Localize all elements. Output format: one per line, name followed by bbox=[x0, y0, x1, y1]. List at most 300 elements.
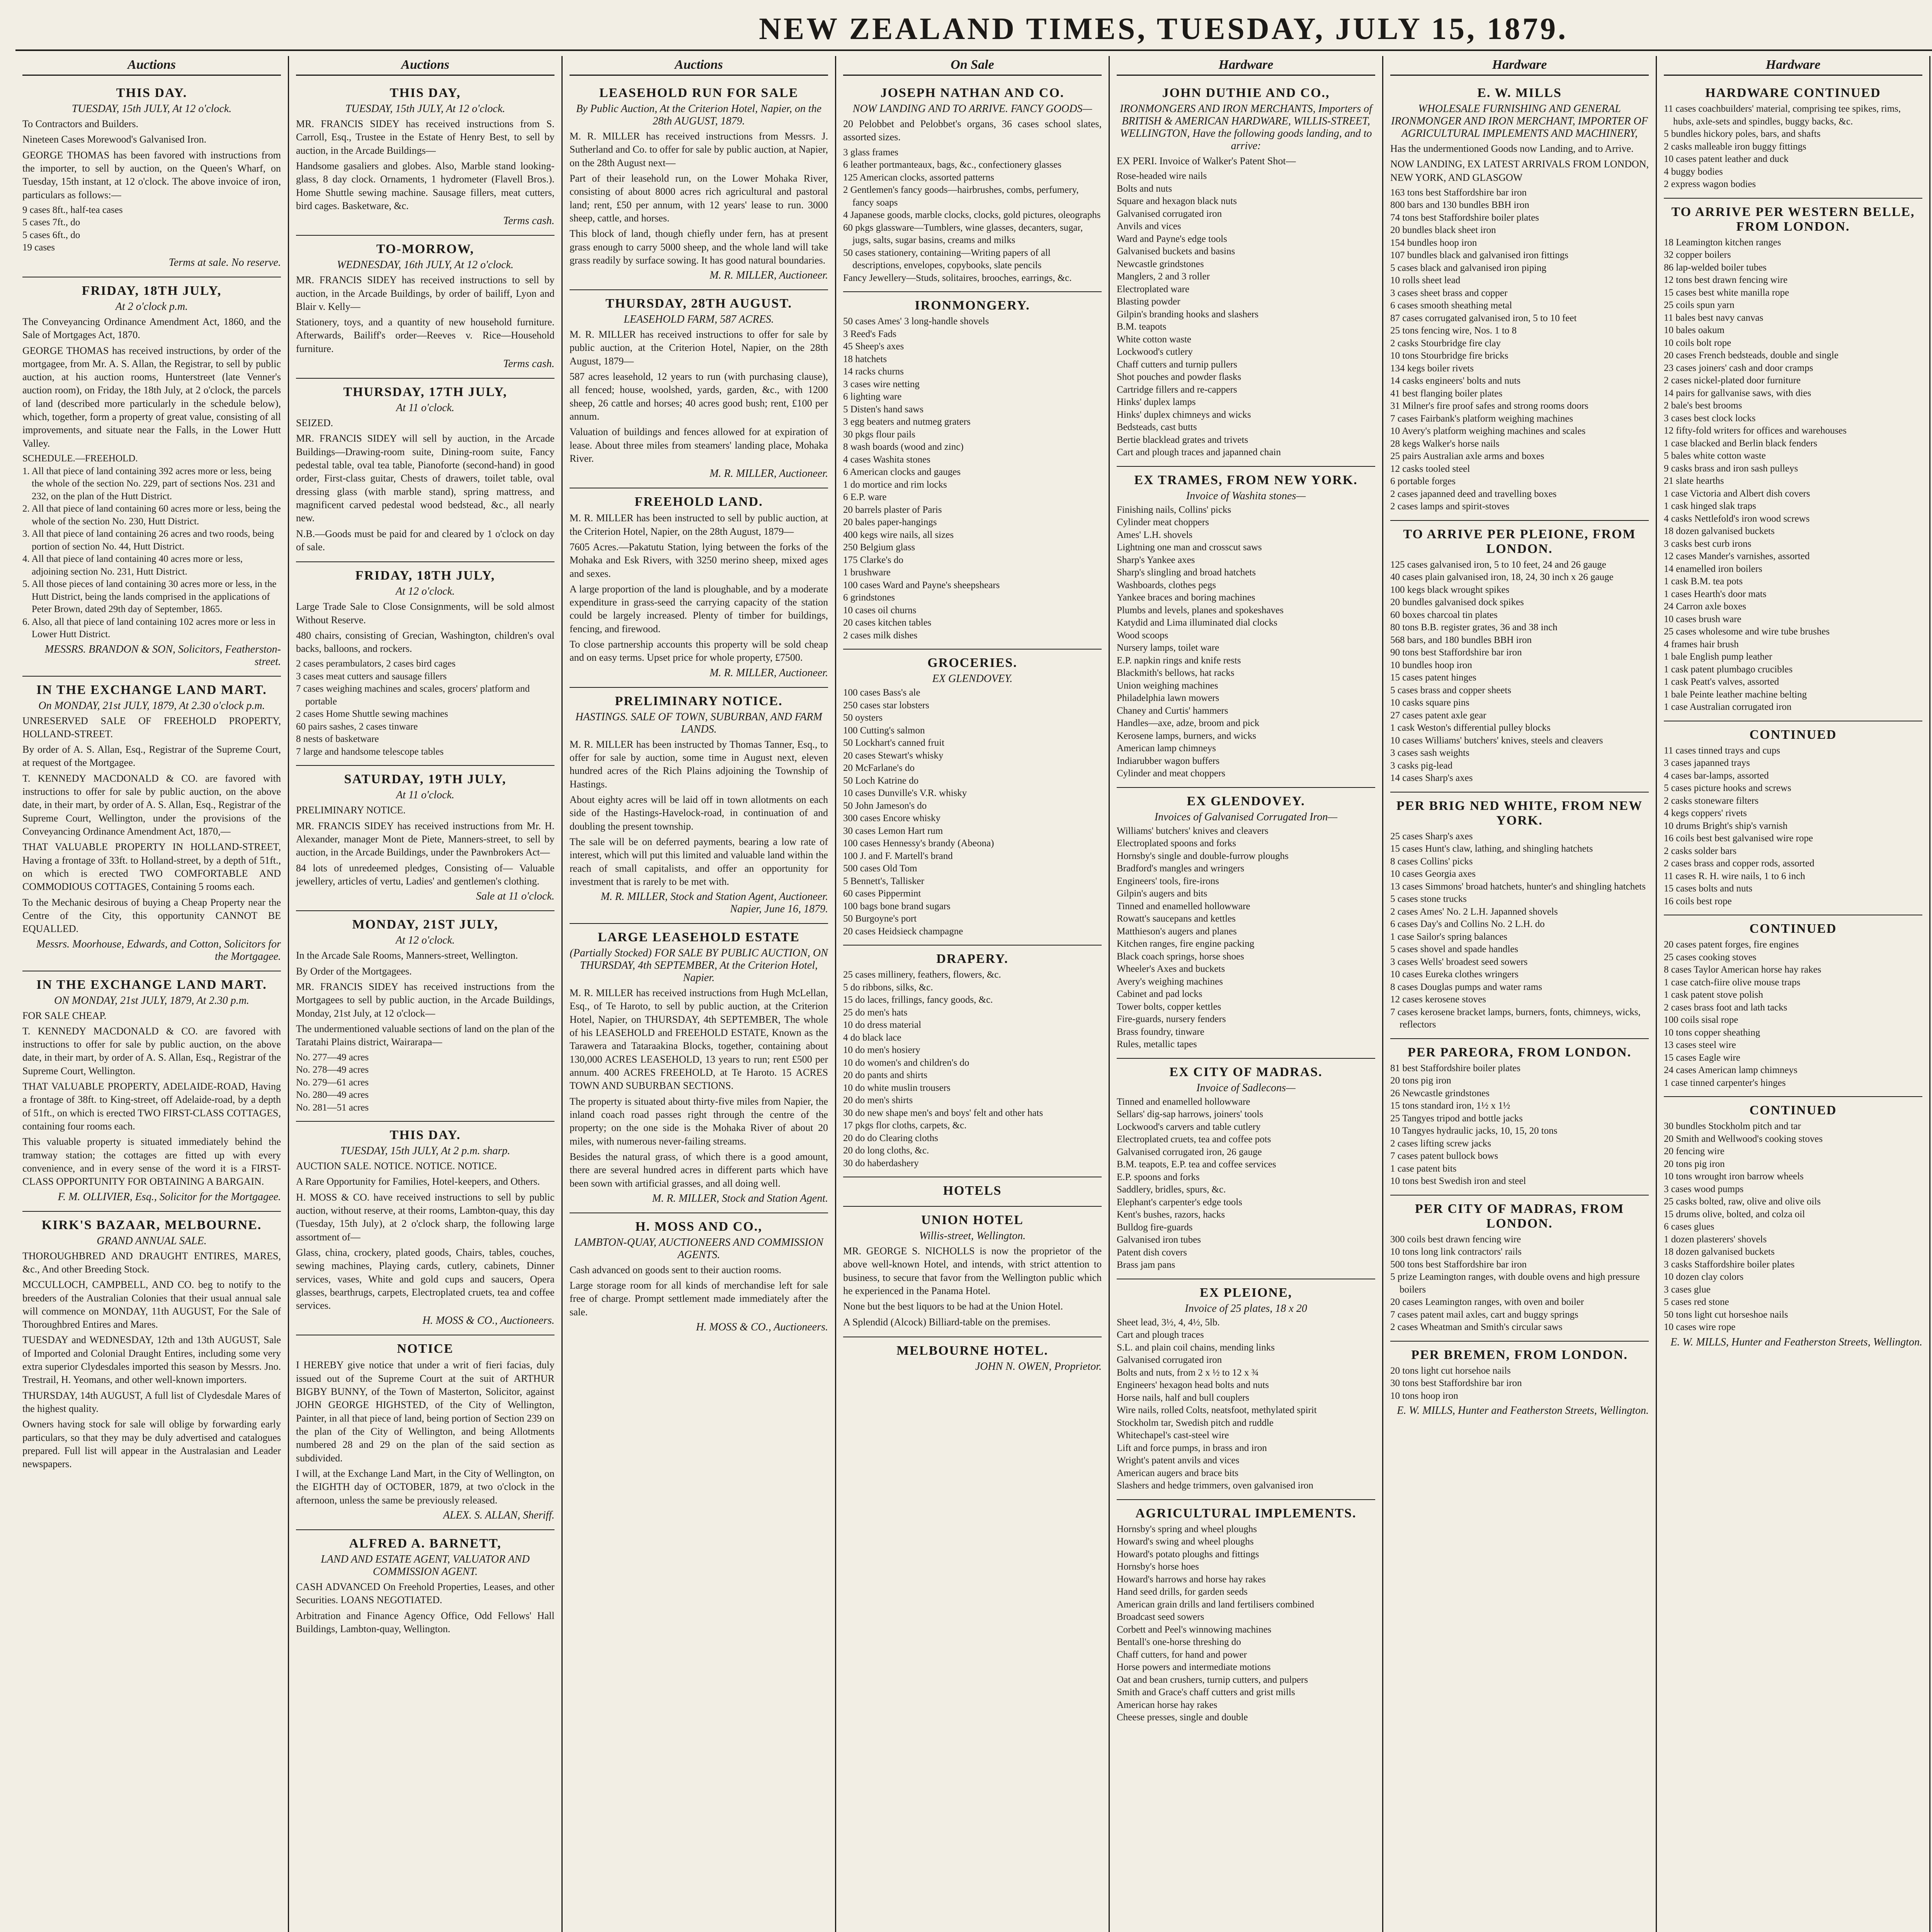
list-item: 2 casks Stourbridge fire clay bbox=[1390, 338, 1501, 349]
ad-subheading: At 2 o'clock p.m. bbox=[115, 300, 188, 313]
list-item: 25 pairs Australian axle arms and boxes bbox=[1390, 451, 1544, 462]
column-heading: Hardware bbox=[1664, 56, 1922, 76]
goods-list bbox=[1117, 504, 1375, 780]
list-item: 7 cases Fairbank's platform weighing machines bbox=[1390, 413, 1573, 424]
goods-list bbox=[1117, 825, 1375, 1051]
advertisement bbox=[1117, 1279, 1375, 1500]
list-item: 4. All that piece of land containing 40 acres more or less, adjoining section No. 231, Hutt District. bbox=[22, 554, 243, 577]
list-item: Whitechapel's cast-steel wire bbox=[1117, 1430, 1229, 1441]
list-item: 500 cases Old Tom bbox=[843, 863, 917, 874]
list-item: 6 cases glues bbox=[1664, 1221, 1714, 1232]
list-item: 15 cases best white manilla rope bbox=[1664, 287, 1789, 298]
list-item: 4 cases Washita stones bbox=[843, 454, 930, 465]
ad-paragraph: Handsome gasaliers and globes. Also, Marble stand looking-glass, 8 day clock. Ornaments, 1 hydrometer (Flavell Bros.). Home Shuttle sewing machine. Sausage fillers, meat cutters, bird cages. Basketware, &c. bbox=[296, 160, 554, 211]
ad-heading: DRAPERY. bbox=[936, 952, 1009, 966]
advertisement bbox=[1664, 199, 1922, 721]
ad-heading: EX TRAMES, FROM NEW YORK. bbox=[1134, 473, 1358, 487]
list-item: Union weighing machines bbox=[1117, 680, 1218, 691]
list-item: 1 case blacked and Berlin black fenders bbox=[1664, 438, 1818, 449]
list-item: 81 best Staffordshire boiler plates bbox=[1390, 1063, 1520, 1073]
list-item: 4 do black lace bbox=[843, 1032, 901, 1043]
list-item: Matthieson's augers and planes bbox=[1117, 926, 1237, 937]
list-item: Bulldog fire-guards bbox=[1117, 1222, 1193, 1233]
advertisement bbox=[843, 1337, 1102, 1381]
list-item: Sharp's slingling and broad hatchets bbox=[1117, 567, 1256, 578]
list-item: 15 cases patent hinges bbox=[1390, 672, 1476, 683]
list-item: 8 cases Taylor American horse hay rakes bbox=[1664, 964, 1821, 975]
list-item: 3 cases wood pumps bbox=[1664, 1184, 1744, 1194]
list-item: Handles—axe, adze, broom and pick bbox=[1117, 718, 1260, 729]
list-item: Hornsby's horse hoes bbox=[1117, 1561, 1199, 1572]
list-item: American lamp chimneys bbox=[1117, 743, 1216, 754]
list-item: 2 cases japanned deed and travelling boxes bbox=[1390, 488, 1557, 499]
ad-signature: Terms cash. bbox=[503, 215, 554, 227]
list-item: 10 tons best Swedish iron and steel bbox=[1390, 1176, 1526, 1187]
column bbox=[15, 56, 289, 1932]
list-item: 8 cases Douglas pumps and water rams bbox=[1390, 981, 1542, 992]
list-item: Smith and Grace's chaff cutters and grist mills bbox=[1117, 1687, 1295, 1698]
ad-signature: ALEX. S. ALLAN, Sheriff. bbox=[443, 1509, 554, 1521]
list-item: 500 tons best Staffordshire bar iron bbox=[1390, 1259, 1527, 1270]
column bbox=[1930, 56, 1932, 1932]
advertisement bbox=[1390, 521, 1649, 793]
column-heading: Hardware bbox=[1390, 56, 1649, 76]
list-item: 6 leather portmanteaux, bags, &c., confectionery glasses bbox=[843, 160, 1062, 170]
list-item: Slashers and hedge trimmers, oven galvanised iron bbox=[1117, 1480, 1313, 1491]
ad-heading: MONDAY, 21ST JULY, bbox=[352, 917, 498, 932]
list-item: 2 cases lamps and spirit-stoves bbox=[1390, 501, 1510, 512]
advertisement bbox=[296, 766, 554, 911]
ad-paragraph: AUCTION SALE. NOTICE. NOTICE. NOTICE. bbox=[296, 1160, 497, 1172]
list-item: 5 cases picture hooks and screws bbox=[1664, 783, 1791, 793]
list-item: 8 cases Collins' picks bbox=[1390, 856, 1473, 867]
list-item: Electroplated ware bbox=[1117, 284, 1190, 294]
ad-paragraph: T. KENNEDY MACDONALD & CO. are favored with instructions to offer for sale by public auction, on the above date, in their mart, by order of A. S. Allan, Esq., Registrar of the Supreme Court, Wellington. bbox=[22, 1025, 281, 1077]
list-item: 8 wash boards (wood and zinc) bbox=[843, 442, 964, 452]
ad-paragraph: M. R. MILLER has received instructions from Hugh McLellan, Esq., of Te Haroto, to sell by public auction, at the Criterion Hotel, Napier, on THURSDAY, 4th SEPTEMBER, The whole of his LEASEHOLD and FREEHOLD ESTATE, Known as the Tarawera and Tataraakina Blocks, together, containing about 130,000 ACRES LEASEHOLD, 13 years to run; rent £500 per annum. 400 ACRES FREEHOLD, at Te Haroto. 15 ACRES TOWN AND SUBURBAN SECTIONS. bbox=[570, 987, 828, 1092]
list-item: 10 cases patent leather and duck bbox=[1664, 154, 1789, 164]
list-item: 12 cases Mander's varnishes, assorted bbox=[1664, 551, 1810, 561]
list-item: Hand seed drills, for garden seeds bbox=[1117, 1587, 1248, 1597]
column bbox=[1383, 56, 1657, 1932]
list-item: 1 case patent bits bbox=[1390, 1163, 1457, 1174]
advertisement bbox=[1117, 1500, 1375, 1731]
list-item: 30 do haberdashery bbox=[843, 1158, 919, 1168]
column-heading: On Sale bbox=[843, 56, 1102, 76]
ad-subheading: By Public Auction, At the Criterion Hotel, Napier, on the 28th AUGUST, 1879. bbox=[576, 103, 822, 127]
list-item: E.P. napkin rings and knife rests bbox=[1117, 655, 1241, 666]
list-item: 14 cases Sharp's axes bbox=[1390, 773, 1473, 784]
list-item: Sellars' dig-sap harrows, joiners' tools bbox=[1117, 1109, 1264, 1120]
list-item: Stockholm tar, Swedish pitch and ruddle bbox=[1117, 1417, 1274, 1428]
advertisement bbox=[843, 1207, 1102, 1337]
list-item: Galvanised corrugated iron bbox=[1117, 208, 1222, 219]
list-item: Galvanised iron tubes bbox=[1117, 1235, 1201, 1245]
ad-subheading: On MONDAY, 21st JULY, 1879, At 2.30 o'clock p.m. bbox=[38, 699, 265, 712]
ad-paragraph: MR. GEORGE S. NICHOLLS is now the proprietor of the above well-known Hotel, and intends, with strict attention to business, to secure that favor from the Wellington public which he experienced in the Panama Hotel. bbox=[843, 1245, 1102, 1297]
list-item: 3 cases Wells' broadest seed sowers bbox=[1390, 956, 1528, 967]
list-item: 5 cases stone trucks bbox=[1390, 894, 1467, 905]
ad-paragraph: CASH ADVANCED On Freehold Properties, Leases, and other Securities. LOANS NEGOTIATED. bbox=[296, 1581, 554, 1606]
ad-paragraph: Part of their leasehold run, on the Lower Mohaka River, consisting of about 8000 acres rich agricultural and pastoral land; rent, £50 per annum, with 12 years' lease to run. 3000 sheep, cattle, and horses. bbox=[570, 172, 828, 224]
ad-heading: TO ARRIVE PER PLEIONE, FROM LONDON. bbox=[1403, 527, 1636, 556]
list-item: SCHEDULE.—FREEHOLD. bbox=[22, 453, 138, 464]
advertisement bbox=[570, 290, 828, 488]
column bbox=[1657, 56, 1930, 1932]
list-item: 1 dozen plasterers' shovels bbox=[1664, 1234, 1767, 1245]
list-item: 74 tons best Staffordshire boiler plates bbox=[1390, 212, 1539, 223]
ad-subheading: LAND AND ESTATE AGENT, VALUATOR AND COMMISSION AGENT. bbox=[321, 1553, 530, 1578]
list-item: 3 casks pig-lead bbox=[1390, 760, 1453, 771]
list-item: 2 casks malleable iron buggy fittings bbox=[1664, 141, 1806, 152]
ad-subheading: At 11 o'clock. bbox=[396, 402, 454, 414]
list-item: Hornsby's spring and wheel ploughs bbox=[1117, 1524, 1257, 1534]
ad-paragraph: THURSDAY, 14th AUGUST, A full list of Clydesdale Mares of the highest quality. bbox=[22, 1389, 281, 1414]
list-item: 10 tons copper sheathing bbox=[1664, 1027, 1760, 1038]
list-item: 9 cases 8ft., half-tea cases bbox=[22, 204, 123, 215]
list-item: 3 cases best clock locks bbox=[1664, 413, 1756, 423]
list-item: 14 pairs for gallvanise saws, with dies bbox=[1664, 388, 1811, 398]
ad-paragraph: MR. FRANCIS SIDEY will sell by auction, in the Arcade Buildings—Drawing-room suite, Dining-room suite, Fancy pedestal table, oval tea table, Pianoforte (second-hand) in good order, First-class guitar, Chests of drawers, toilet table, oval dressing glass (with marble stand), spring mattress, and magnificent carved pedestal wood bedstead, &c., all nearly new. bbox=[296, 433, 554, 524]
list-item: 30 cases Lemon Hart rum bbox=[843, 825, 943, 836]
list-item: 10 tons long link contractors' rails bbox=[1390, 1247, 1522, 1257]
ad-paragraph: A large proportion of the land is ploughable, and by a moderate expenditure in grass-seed the carrying capacity of the station could be largely increased. Plenty of timber for buildings, fencing, and firewood. bbox=[570, 583, 828, 634]
list-item: 25 do men's hats bbox=[843, 1007, 908, 1018]
goods-list bbox=[1390, 830, 1649, 1031]
list-item: 10 drums Bright's ship's varnish bbox=[1664, 820, 1788, 831]
list-item: 86 lap-welded boiler tubes bbox=[1664, 262, 1767, 273]
advertisement bbox=[843, 292, 1102, 650]
list-item: 400 kegs wire nails, all sizes bbox=[843, 529, 954, 540]
ad-subheading: ON MONDAY, 21st JULY, 1879, At 2.30 p.m. bbox=[54, 994, 249, 1007]
advertisement bbox=[1664, 80, 1922, 199]
list-item: Electroplated spoons and forks bbox=[1117, 838, 1236, 849]
list-item: Sheet lead, 3½, 4, 4½, 5lb. bbox=[1117, 1317, 1220, 1328]
ad-paragraph: 20 Pelobbet and Pelobbet's organs, 36 cases school slates, assorted sizes. bbox=[843, 118, 1102, 143]
list-item: 1 cask patent stove polish bbox=[1664, 990, 1763, 1000]
list-item: 11 cases R. H. wire nails, 1 to 6 inch bbox=[1664, 871, 1805, 881]
list-item: 20 cases patent forges, fire engines bbox=[1664, 939, 1799, 950]
ad-heading: LEASEHOLD RUN FOR SALE bbox=[599, 86, 799, 100]
ad-heading: PER BRIG NED WHITE, FROM NEW YORK. bbox=[1396, 798, 1643, 828]
list-item: 25 casks bolted, raw, olive and olive oils bbox=[1664, 1196, 1821, 1207]
ad-subheading: LEASEHOLD FARM, 587 ACRES. bbox=[624, 313, 774, 326]
list-item: 4 buggy bodies bbox=[1664, 166, 1723, 177]
list-item: Kent's bushes, razors, hacks bbox=[1117, 1209, 1225, 1220]
list-item: 30 tons best Staffordshire bar iron bbox=[1390, 1378, 1522, 1389]
list-item: 20 do long cloths, &c. bbox=[843, 1145, 929, 1156]
ad-signature: M. R. MILLER, Auctioneer. bbox=[709, 468, 828, 480]
ad-subheading: WEDNESDAY, 16th JULY, At 12 o'clock. bbox=[337, 259, 514, 271]
list-item: 5 bales white cotton waste bbox=[1664, 451, 1766, 461]
list-item: 800 bars and 130 bundles BBH iron bbox=[1390, 200, 1529, 211]
ad-heading: AGRICULTURAL IMPLEMENTS. bbox=[1135, 1506, 1357, 1520]
ad-paragraph: 84 lots of unredeemed pledges, Consisting of— Valuable jewellery, articles of vertu, Ladies' and gentlemen's clothing. bbox=[296, 862, 554, 887]
list-item: 10 do men's hosiery bbox=[843, 1045, 920, 1056]
ad-subheading: At 12 o'clock. bbox=[396, 934, 455, 947]
goods-list bbox=[22, 452, 281, 641]
list-item: 3 egg beaters and nutmeg graters bbox=[843, 417, 971, 427]
goods-list bbox=[22, 204, 281, 254]
list-item: 2 cases Ames' No. 2 L.H. Japanned shovels bbox=[1390, 906, 1558, 917]
ad-paragraph: THAT VALUABLE PROPERTY, ADELAIDE-ROAD, Having a frontage of 38ft. to King-street, off Adelaide-road, by a depth of 51ft., on which is erected TWO FIRST-CLASS COTTAGES, containing four rooms each. bbox=[22, 1081, 281, 1132]
advertisement bbox=[296, 236, 554, 379]
ad-heading: ALFRED A. BARNETT, bbox=[349, 1536, 502, 1551]
list-item: 5 cases red stone bbox=[1664, 1297, 1729, 1307]
goods-list bbox=[1390, 1233, 1649, 1334]
list-item: Tower bolts, copper kettles bbox=[1117, 1001, 1221, 1012]
advertisement bbox=[570, 80, 828, 290]
list-item: Corbett and Peel's winnowing machines bbox=[1117, 1624, 1272, 1635]
ad-paragraph: This block of land, though chiefly under fern, has at present grass enough to carry 5000 sheep, and the whole land will take grass readily by surface sowing. It has good natural boundaries. bbox=[570, 228, 828, 266]
list-item: 14 casks engineers' bolts and nuts bbox=[1390, 376, 1521, 386]
advertisement bbox=[1664, 915, 1922, 1097]
ad-paragraph: M. R. MILLER has been instructed to sell by public auction, at the Criterion Hotel, Napier, on the 28th August, 1879— bbox=[570, 512, 828, 537]
list-item: 10 cases Georgia axes bbox=[1390, 869, 1476, 879]
list-item: 50 Lockhart's canned fruit bbox=[843, 738, 945, 748]
list-item: 20 bales paper-hangings bbox=[843, 517, 937, 528]
ad-paragraph: Cash advanced on goods sent to their auction rooms. bbox=[570, 1264, 782, 1276]
list-item: 17 pkgs flor cloths, carpets, &c. bbox=[843, 1120, 967, 1131]
list-item: 6 American clocks and gauges bbox=[843, 467, 961, 478]
ad-paragraph: Nineteen Cases Morewood's Galvanised Iron. bbox=[22, 134, 207, 145]
list-item: 3. All that piece of land containing 26 acres and two roods, being portion of section No. 44, Hutt District. bbox=[22, 529, 274, 552]
advertisement bbox=[1664, 1097, 1922, 1356]
list-item: 60 pairs sashes, 2 cases tinware bbox=[296, 721, 418, 732]
list-item: Horse powers and intermediate motions bbox=[1117, 1662, 1271, 1673]
goods-list bbox=[843, 146, 1102, 285]
ad-heading: THURSDAY, 17TH JULY, bbox=[343, 385, 507, 400]
ad-paragraph: None but the best liquors to be had at the Union Hotel. bbox=[843, 1301, 1063, 1312]
list-item: Chaney and Curtis' hammers bbox=[1117, 705, 1228, 716]
list-item: 6. Also, all that piece of land containing 102 acres more or less in Lower Hutt District. bbox=[22, 616, 276, 639]
list-item: 30 do new shape men's and boys' felt and other hats bbox=[843, 1107, 1043, 1118]
list-item: 2 cases nickel-plated door furniture bbox=[1664, 375, 1801, 386]
list-item: Wood scoops bbox=[1117, 630, 1168, 641]
ad-heading: CONTINUED bbox=[1749, 1103, 1837, 1117]
list-item: Blasting powder bbox=[1117, 296, 1180, 307]
list-item: 25 tons fencing wire, Nos. 1 to 8 bbox=[1390, 325, 1517, 336]
ad-subheading: Invoice of Washita stones— bbox=[1186, 490, 1306, 502]
list-item: 50 Loch Katrine do bbox=[843, 775, 919, 786]
ad-paragraph: THAT VALUABLE PROPERTY IN HOLLAND-STREET, Having a frontage of 33ft. to Holland-street, by a depth of 51ft., on which is erected TWO COMFORTABLE AND COMMODIOUS COTTAGES, Containing 5 rooms each. bbox=[22, 841, 281, 893]
list-item: 250 cases star lobsters bbox=[843, 700, 929, 711]
list-item: American augers and brace bits bbox=[1117, 1468, 1239, 1478]
goods-list bbox=[1664, 103, 1922, 191]
goods-list bbox=[1117, 1096, 1375, 1272]
list-item: No. 278—49 acres bbox=[296, 1065, 369, 1075]
ad-heading: TO-MORROW, bbox=[376, 242, 474, 257]
list-item: 5 prize Leamington ranges, with double ovens and high pressure boilers bbox=[1390, 1272, 1640, 1295]
ad-paragraph: T. KENNEDY MACDONALD & CO. are favored with instructions to offer for sale by public auction, on the above date, in their mart, by order of A. S. Allan, Esq., Registrar of the Supreme Court, Wellington, under the provisions of the Conveyancing Ordinance Amendment Act, 1870,— bbox=[22, 772, 281, 837]
list-item: 1 do mortice and rim locks bbox=[843, 479, 947, 490]
list-item: 2 cases Home Shuttle sewing machines bbox=[296, 709, 448, 719]
list-item: 14 racks churns bbox=[843, 366, 904, 377]
list-item: 1 cask Peatt's valves, assorted bbox=[1664, 677, 1779, 687]
advertisement bbox=[296, 1122, 554, 1335]
list-item: 2 casks stoneware filters bbox=[1664, 795, 1759, 806]
list-item: Plumbs and levels, planes and spokeshaves bbox=[1117, 605, 1284, 616]
list-item: 2 casks solder bars bbox=[1664, 845, 1737, 856]
ad-paragraph: Besides the natural grass, of which there is a good amount, there are several hundred acres in different parts which have been sown with artificial grasses, and all doing well. bbox=[570, 1151, 828, 1189]
list-item: 27 cases patent axle gear bbox=[1390, 710, 1486, 721]
list-item: 14 enamelled iron boilers bbox=[1664, 563, 1762, 574]
ad-heading: PRELIMINARY NOTICE. bbox=[615, 694, 783, 708]
list-item: 6 cases smooth sheathing metal bbox=[1390, 300, 1512, 311]
list-item: Sharp's Yankee axes bbox=[1117, 554, 1195, 565]
list-item: 3 cases glue bbox=[1664, 1284, 1711, 1295]
list-item: Hinks' duplex chimneys and wicks bbox=[1117, 409, 1251, 420]
ad-heading: THIS DAY, bbox=[389, 86, 461, 100]
advertisement bbox=[843, 650, 1102, 946]
list-item: 13 cases Simmons' broad hatchets, hunter's and shingling hatchets bbox=[1390, 881, 1646, 892]
list-item: 50 tons light cut horseshoe nails bbox=[1664, 1309, 1788, 1320]
list-item: Manglers, 2 and 3 roller bbox=[1117, 271, 1210, 282]
ad-signature: Messrs. Moorhouse, Edwards, and Cotton, Solicitors for the Mortgagee. bbox=[36, 938, 281, 963]
ad-paragraph: I will, at the Exchange Land Mart, in the City of Wellington, on the EIGHTH day of OCTOBER, 1879, at two o'clock in the afternoon, unless the same be previously released. bbox=[296, 1468, 554, 1506]
list-item: 20 do men's shirts bbox=[843, 1095, 913, 1106]
list-item: 4 Japanese goods, marble clocks, clocks, gold pictures, oleographs bbox=[843, 210, 1101, 221]
list-item: 1 brushware bbox=[843, 567, 891, 578]
list-item: Cylinder meat choppers bbox=[1117, 517, 1209, 528]
list-item: 10 casks square pins bbox=[1390, 697, 1469, 708]
list-item: 5 do ribbons, silks, &c. bbox=[843, 982, 933, 993]
ad-subheading: Invoice of Sadlecons— bbox=[1196, 1082, 1296, 1094]
ad-heading: KIRK'S BAZAAR, MELBOURNE. bbox=[41, 1218, 262, 1232]
list-item: 7 cases weighing machines and scales, grocers' platform and portable bbox=[296, 684, 530, 707]
advertisement bbox=[296, 379, 554, 562]
list-item: 50 cases Ames' 3 long-handle shovels bbox=[843, 316, 989, 327]
advertisement bbox=[22, 277, 281, 677]
goods-list bbox=[843, 315, 1102, 642]
list-item: 5 cases shovel and spade handles bbox=[1390, 944, 1519, 955]
ad-signature: Sale at 11 o'clock. bbox=[476, 890, 554, 903]
list-item: 20 McFarlane's do bbox=[843, 763, 915, 774]
list-item: 11 cases tinned trays and cups bbox=[1664, 745, 1781, 756]
advertisement bbox=[1117, 788, 1375, 1059]
ad-subheading: TUESDAY, 15th JULY, At 12 o'clock. bbox=[71, 103, 232, 115]
ad-paragraph: To close partnership accounts this property will be sold cheap and on easy terms. Upset price for whole property, £7500. bbox=[570, 639, 828, 663]
goods-list bbox=[1117, 1523, 1375, 1724]
list-item: 15 tons standard iron, 1½ x 1½ bbox=[1390, 1100, 1510, 1111]
goods-list bbox=[1117, 1316, 1375, 1492]
ad-paragraph: SEIZED. bbox=[296, 417, 333, 429]
list-item: 2 bale's best brooms bbox=[1664, 400, 1742, 411]
list-item: 5 bundles hickory poles, bars, and shafts bbox=[1664, 129, 1821, 139]
ad-heading: CONTINUED bbox=[1749, 727, 1837, 742]
ad-heading: MELBOURNE HOTEL. bbox=[896, 1344, 1048, 1358]
ad-paragraph: MR. FRANCIS SIDEY has received instructions to sell by auction, in the Arcade Buildings, by order of bailiff, Lyon and Blair v. Kelly— bbox=[296, 274, 554, 312]
ad-signature: H. MOSS & CO., Auctioneers. bbox=[696, 1321, 828, 1333]
list-item: 25 cases millinery, feathers, flowers, &c. bbox=[843, 969, 1001, 980]
list-item: Hinks' duplex lamps bbox=[1117, 397, 1196, 408]
list-item: Williams' butchers' knives and cleavers bbox=[1117, 825, 1269, 836]
list-item: American grain drills and land fertilisers combined bbox=[1117, 1599, 1314, 1610]
ad-paragraph: GEORGE THOMAS has received instructions, by order of the mortgagee, from Mr. A. S. Allan, the Registrar, to sell by public auction, at his auction rooms, Hunterstreet (late Venner's auction room), on Friday, the 18th July, at 2 o'clock, the parcels of land (described more particularly in the schedule below), which, together, form a property of great value, consisting of all improvements, and situate near the Falls, in the Lower Hutt Valley. bbox=[22, 345, 281, 449]
list-item: American horse hay rakes bbox=[1117, 1699, 1218, 1710]
masthead: NEW ZEALAND TIMES, TUESDAY, JULY 15, 1879. bbox=[759, 12, 1568, 46]
column-heading: Auctions bbox=[296, 56, 554, 76]
ad-signature: MESSRS. BRANDON & SON, Solicitors, Featherston-street. bbox=[44, 643, 281, 668]
list-item: Washboards, clothes pegs bbox=[1117, 580, 1216, 590]
ad-heading: JOHN DUTHIE AND CO., bbox=[1162, 86, 1330, 100]
list-item: 10 rolls sheet lead bbox=[1390, 275, 1461, 286]
ad-paragraph: M. R. MILLER has received instructions from Messrs. J. Sutherland and Co. to offer for sale by public auction, at Napier, on the 28th August next— bbox=[570, 131, 828, 168]
list-item: 125 cases galvanised iron, 5 to 10 feet, 24 and 26 gauge bbox=[1390, 559, 1606, 570]
list-item: Black coach springs, horse shoes bbox=[1117, 951, 1244, 962]
list-item: Kerosene lamps, burners, and wicks bbox=[1117, 730, 1257, 741]
list-item: 5 cases 6ft., do bbox=[22, 230, 80, 240]
list-item: 2 cases lifting screw jacks bbox=[1390, 1138, 1492, 1149]
list-item: 12 casks tooled steel bbox=[1390, 463, 1470, 474]
advertisement bbox=[1117, 80, 1375, 467]
list-item: 4 kegs coppers' rivets bbox=[1664, 808, 1747, 818]
list-item: 11 bales best navy canvas bbox=[1664, 312, 1764, 323]
ad-paragraph: MCCULLOCH, CAMPBELL, AND CO. beg to notify to the breeders of the Australian Colonies that their usual annual sale will commence on MONDAY, 11th AUGUST, For the Sale of Thoroughbred Entires and Mares. bbox=[22, 1279, 281, 1330]
list-item: 5. All those pieces of land containing 30 acres more or less, in the Hutt District, being the lands comprised in the applications of Peter Brown, dated 29th day of September, 1865. bbox=[22, 579, 277, 614]
list-item: Ames' L.H. shovels bbox=[1117, 529, 1193, 540]
list-item: 18 dozen galvanised buckets bbox=[1664, 1247, 1775, 1257]
list-item: 10 cases oil churns bbox=[843, 605, 917, 616]
list-item: 5 Disten's hand saws bbox=[843, 404, 923, 415]
list-item: Blackmith's bellows, hat racks bbox=[1117, 668, 1235, 679]
ad-paragraph: MR. FRANCIS SIDEY has received instructions from Mr. H. Alexander, manager Mont de Piete, Manners-street, to sell by auction, in the Arcade Buildings, under the Pawnbrokers Act— bbox=[296, 820, 554, 858]
list-item: 4 frames hair brush bbox=[1664, 639, 1739, 650]
ad-signature: M. R. MILLER, Stock and Station Agent. bbox=[652, 1192, 828, 1204]
list-item: 5 Bennett's, Tallisker bbox=[843, 876, 924, 886]
list-item: Yankee braces and boring machines bbox=[1117, 592, 1255, 603]
list-item: 20 tons pig iron bbox=[1390, 1075, 1451, 1086]
list-item: Lightning one man and crosscut saws bbox=[1117, 542, 1262, 553]
list-item: B.M. teapots, E.P. tea and coffee services bbox=[1117, 1159, 1276, 1170]
ad-heading: UNION HOTEL bbox=[921, 1213, 1024, 1228]
ad-paragraph: PRELIMINARY NOTICE. bbox=[296, 804, 406, 816]
list-item: 1 case Sailor's spring balances bbox=[1390, 931, 1508, 942]
list-item: 4 cases bar-lamps, assorted bbox=[1664, 770, 1769, 781]
list-item: Patent dish covers bbox=[1117, 1247, 1187, 1258]
ad-paragraph: This valuable property is situated immediately behind the tramway station; the cottages are fitted up with every convenience, and in every sense of the word it is a FIRST-CLASS OPPORTUNITY FOR OBTAINING A BARGAIN. bbox=[22, 1136, 281, 1187]
list-item: 12 fifty-fold writers for offices and warehouses bbox=[1664, 425, 1847, 436]
list-item: 13 cases steel wire bbox=[1664, 1040, 1736, 1050]
list-item: 10 do dress material bbox=[843, 1020, 922, 1031]
ad-signature: M. R. MILLER, Auctioneer. bbox=[709, 269, 828, 282]
list-item: 10 cases wire rope bbox=[1664, 1322, 1736, 1332]
list-item: Square and hexagon black nuts bbox=[1117, 196, 1237, 207]
list-item: 20 tons light cut horsehoe nails bbox=[1390, 1365, 1511, 1376]
advertisement bbox=[1390, 793, 1649, 1039]
list-item: Tinned and enamelled hollowware bbox=[1117, 901, 1250, 912]
ad-subheading: IRONMONGERS AND IRON MERCHANTS, Importers of BRITISH & AMERICAN HARDWARE, WILLIS-STREET, WELLINGTON, Have the following goods landing, and to arrive: bbox=[1120, 103, 1372, 152]
list-item: 30 pkgs flour pails bbox=[843, 429, 915, 440]
list-item: 15 cases bolts and nuts bbox=[1664, 883, 1753, 894]
ad-subheading: At 11 o'clock. bbox=[396, 789, 454, 801]
list-item: 19 cases bbox=[22, 242, 55, 253]
list-item: Brass jam pans bbox=[1117, 1260, 1175, 1270]
list-item: 24 cases American lamp chimneys bbox=[1664, 1065, 1798, 1075]
column bbox=[563, 56, 836, 1932]
list-item: Howard's harrows and horse hay rakes bbox=[1117, 1574, 1266, 1585]
list-item: Fire-guards, nursery fenders bbox=[1117, 1014, 1226, 1025]
list-item: 10 tons hoop iron bbox=[1390, 1390, 1458, 1401]
list-item: 6 cases Day's and Collins No. 2 L.H. do bbox=[1390, 919, 1545, 930]
list-item: 300 cases Encore whisky bbox=[843, 813, 941, 824]
ad-subheading: Willis-street, Wellington. bbox=[919, 1230, 1026, 1242]
advertisement bbox=[296, 1530, 554, 1643]
goods-list bbox=[843, 687, 1102, 938]
advertisement bbox=[296, 562, 554, 766]
list-item: 107 bundles black and galvanised iron fittings bbox=[1390, 250, 1569, 261]
column-heading: Auctions bbox=[22, 56, 281, 76]
